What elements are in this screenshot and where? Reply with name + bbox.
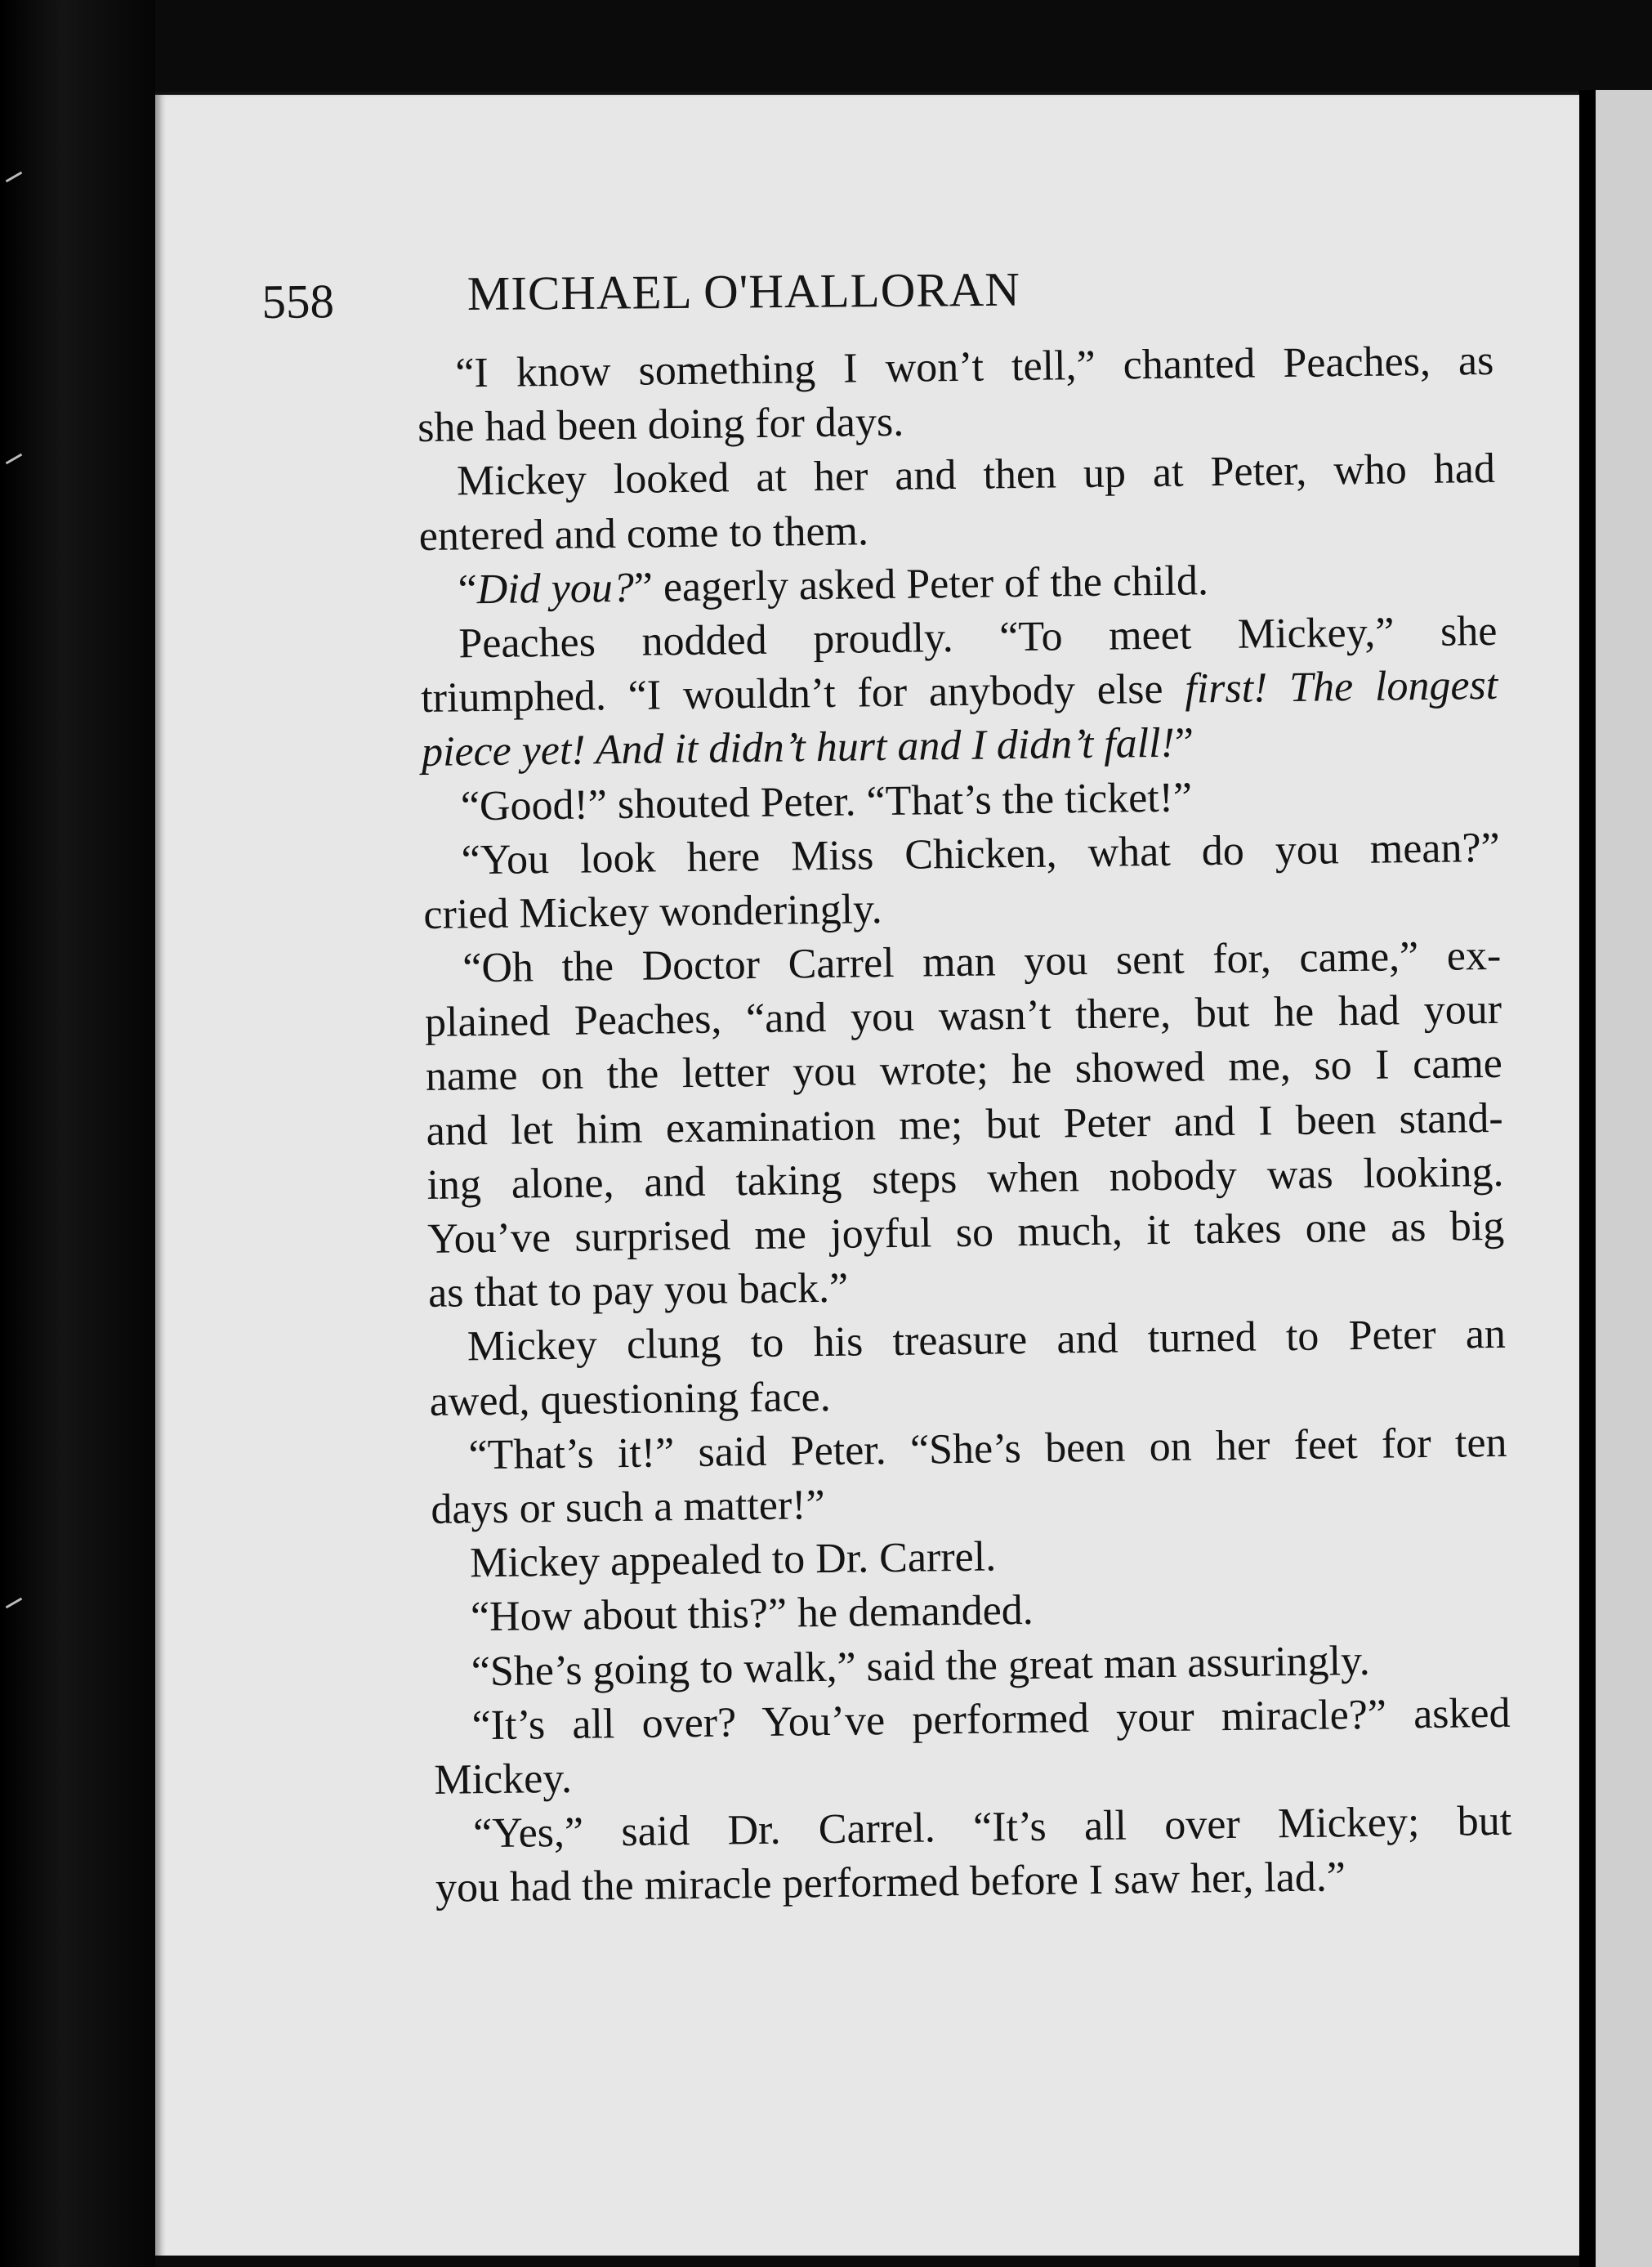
running-head — [261, 250, 1226, 331]
scan-bottom-edge — [155, 2256, 1579, 2267]
scan-artifact — [6, 1598, 23, 1609]
scan-artifact — [6, 454, 23, 465]
text-segment: “Good!” shouted Peter. “That’s the ticket!” — [460, 773, 1193, 829]
text-segment: entered and come to them. — [418, 507, 869, 560]
italic-text: piece yet! And it didn’t hurt and I didn’t fall! — [421, 720, 1176, 776]
text-segment: “I know something I won’t tell,” chanted Peaches, as — [455, 337, 1494, 397]
body-text — [417, 334, 1512, 1916]
text-segment: she had been doing for days. — [417, 398, 904, 452]
text-segment: you had the miracle performed before I saw her, lad.” — [435, 1853, 1346, 1912]
text-segment: triumphed. “I wouldn’t for anybody else — [420, 665, 1185, 722]
text-segment: “How about this?” he demanded. — [470, 1587, 1034, 1641]
text-segment: “That’s it!” said Peter. “She’s been on her feet for ten — [468, 1419, 1507, 1479]
text-segment: You’ve surprised me joyful so much, it takes one as big — [426, 1202, 1505, 1263]
text-segment: “It’s all over? You’ve performed your miracle?” asked — [471, 1689, 1511, 1749]
italic-text: Did you? — [476, 564, 635, 613]
text-segment: Mickey appealed to Dr. Carrel. — [469, 1533, 997, 1587]
book-title: MICHAEL O'HALLORAN — [467, 262, 1021, 321]
text-segment: Peaches nodded proudly. “To meet Mickey,” she — [458, 607, 1498, 668]
text-segment: Mickey. — [434, 1755, 573, 1804]
scan-left-margin — [0, 0, 155, 2267]
text-segment: “ — [458, 566, 478, 614]
text-segment: “You look here Miss Chicken, what do you mean?” — [461, 824, 1500, 884]
text-segment: Mickey clung to his treasure and turned to Peter an — [467, 1311, 1507, 1370]
page-number: 558 — [261, 274, 335, 329]
text-segment: plained Peaches, “and you wasn’t there, but he had your — [424, 986, 1502, 1047]
text-segment: and let him examination me; but Peter and I been stand- — [426, 1094, 1503, 1155]
text-segment: “She’s going to walk,” said the great man assuringly. — [471, 1637, 1371, 1695]
text-segment: “Oh the Doctor Carrel man you sent for, came,” ex- — [462, 932, 1502, 992]
text-segment: name on the letter you wrote; he showed me, so I came — [425, 1040, 1503, 1101]
text-segment: as that to pay you back.” — [427, 1264, 849, 1317]
text-segment: cried Mickey wonderingly. — [423, 885, 883, 938]
scan-gutter — [1579, 90, 1596, 2267]
italic-text: first! The longest — [1184, 661, 1498, 713]
text-segment: Mickey looked at her and then up at Peter, who had — [456, 445, 1496, 505]
text-segment: ” — [1174, 719, 1194, 767]
text-segment: awed, questioning face. — [429, 1373, 832, 1425]
text-segment: days or such a matter!” — [431, 1481, 825, 1533]
scan-next-page-edge — [1596, 90, 1652, 2267]
text-segment: ing alone, and taking steps when nobody was looking. — [426, 1148, 1504, 1209]
scan-artifact — [6, 172, 23, 183]
text-segment: “Yes,” said Dr. Carrel. “It’s all over Mickey; but — [472, 1797, 1512, 1858]
text-segment: ” eagerly asked Peter of the child. — [633, 557, 1209, 611]
